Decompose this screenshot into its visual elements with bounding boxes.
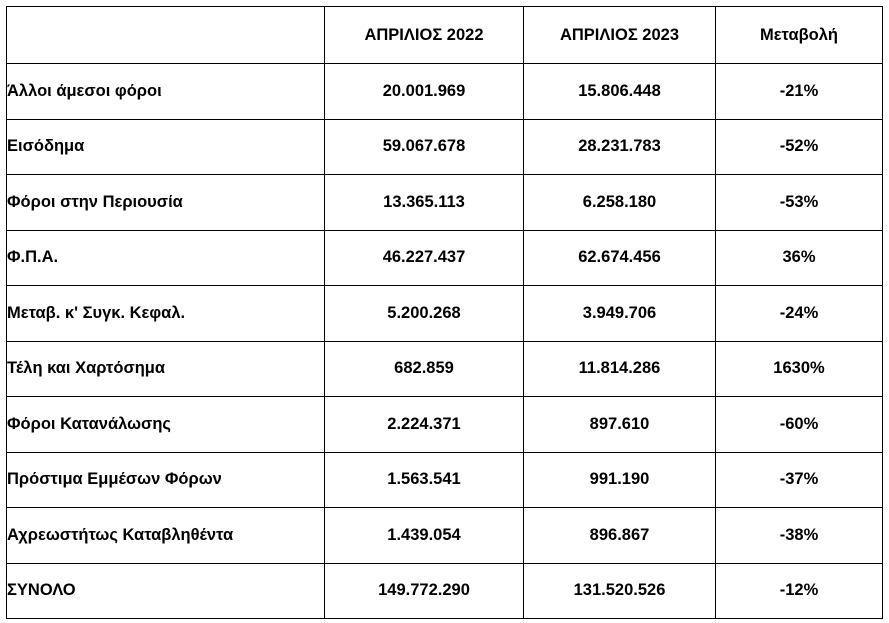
value-2022: 2.224.371 xyxy=(325,397,524,453)
change-value: -53% xyxy=(716,175,883,231)
header-cell-april-2022: ΑΠΡΙΛΙΟΣ 2022 xyxy=(325,7,524,64)
row-label: Φόροι Κατανάλωσης xyxy=(7,397,325,453)
value-2022: 59.067.678 xyxy=(325,119,524,175)
table-row xyxy=(7,452,883,508)
change-value: -52% xyxy=(716,119,883,175)
value-2023: 62.674.456 xyxy=(524,230,716,286)
change-value: 36% xyxy=(716,230,883,286)
table-row xyxy=(7,341,883,397)
value-2022: 5.200.268 xyxy=(325,286,524,342)
value-2023: 896.867 xyxy=(524,508,716,564)
value-2022: 1.439.054 xyxy=(325,508,524,564)
value-2022: 1.563.541 xyxy=(325,452,524,508)
total-row xyxy=(7,563,883,619)
row-label: Μεταβ. κ' Συγκ. Κεφαλ. xyxy=(7,286,325,342)
value-2023: 991.190 xyxy=(524,452,716,508)
row-label: Τέλη και Χαρτόσημα xyxy=(7,341,325,397)
value-2023: 3.949.706 xyxy=(524,286,716,342)
header-cell-april-2023: ΑΠΡΙΛΙΟΣ 2023 xyxy=(524,7,716,64)
value-2022: 13.365.113 xyxy=(325,175,524,231)
table-row xyxy=(7,64,883,120)
value-2022: 46.227.437 xyxy=(325,230,524,286)
row-label: Φόροι στην Περιουσία xyxy=(7,175,325,231)
change-value: -24% xyxy=(716,286,883,342)
value-2022: 20.001.969 xyxy=(325,64,524,120)
table-row xyxy=(7,397,883,453)
row-label: Αχρεωστήτως Καταβληθέντα xyxy=(7,508,325,564)
row-label: Πρόστιμα Εμμέσων Φόρων xyxy=(7,452,325,508)
value-2023: 11.814.286 xyxy=(524,341,716,397)
row-label: Άλλοι άμεσοι φόροι xyxy=(7,64,325,120)
change-value: -37% xyxy=(716,452,883,508)
table-row xyxy=(7,119,883,175)
row-label: Φ.Π.Α. xyxy=(7,230,325,286)
value-2023: 6.258.180 xyxy=(524,175,716,231)
header-cell-category xyxy=(7,7,325,64)
table-row xyxy=(7,230,883,286)
total-2023: 131.520.526 xyxy=(524,563,716,619)
value-2022: 682.859 xyxy=(325,341,524,397)
tax-revenue-table xyxy=(6,6,883,619)
table-row xyxy=(7,286,883,342)
value-2023: 28.231.783 xyxy=(524,119,716,175)
row-label: Εισόδημα xyxy=(7,119,325,175)
change-value: -21% xyxy=(716,64,883,120)
change-value: 1630% xyxy=(716,341,883,397)
value-2023: 897.610 xyxy=(524,397,716,453)
change-value: -60% xyxy=(716,397,883,453)
value-2023: 15.806.448 xyxy=(524,64,716,120)
total-change: -12% xyxy=(716,563,883,619)
total-2022: 149.772.290 xyxy=(325,563,524,619)
change-value: -38% xyxy=(716,508,883,564)
table-row xyxy=(7,175,883,231)
table-row xyxy=(7,508,883,564)
header-cell-change: Μεταβολή xyxy=(716,7,883,64)
header-row xyxy=(7,7,883,64)
total-label: ΣΥΝΟΛΟ xyxy=(7,563,325,619)
